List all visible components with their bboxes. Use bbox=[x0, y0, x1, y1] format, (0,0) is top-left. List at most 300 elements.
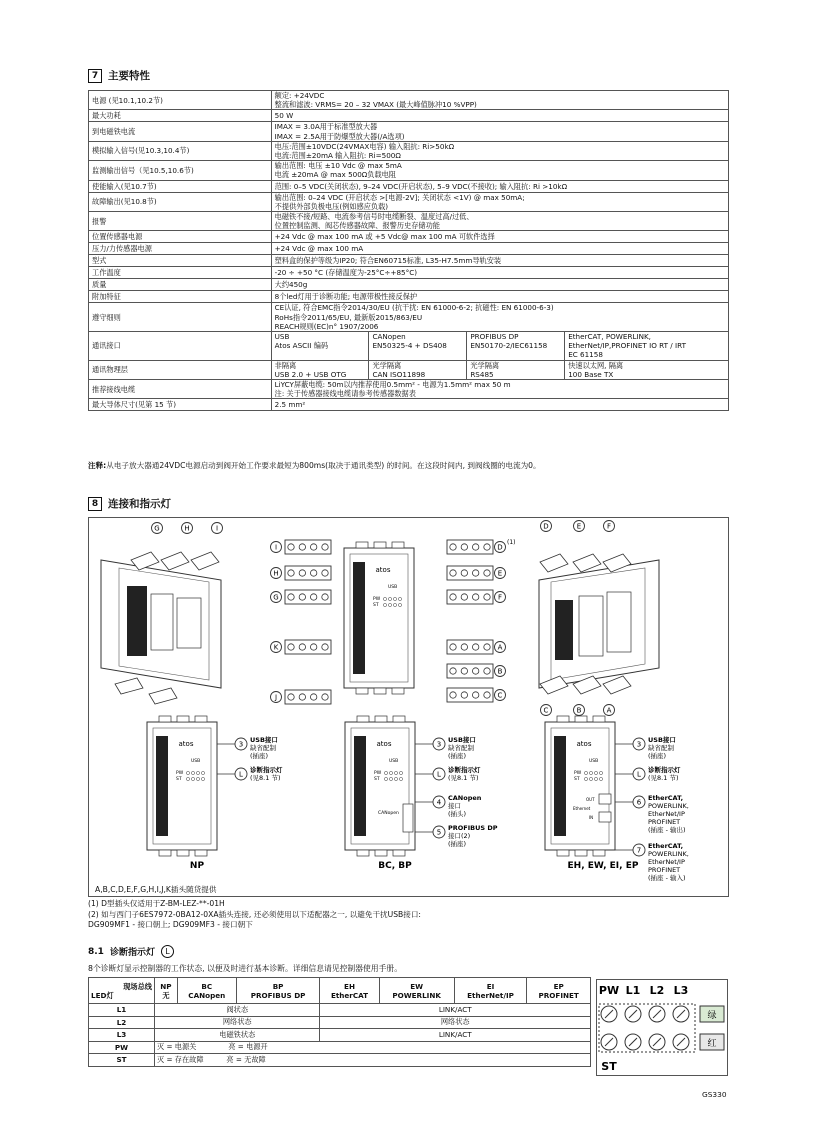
led-desc-a: 电磁铁状态 bbox=[155, 1029, 320, 1042]
callout-number: 5 bbox=[436, 828, 442, 837]
connector-letter: D bbox=[497, 543, 503, 552]
module-top-tab bbox=[195, 716, 207, 722]
in-label: IN bbox=[589, 815, 594, 820]
terminal-screw bbox=[484, 692, 490, 698]
spec-row bbox=[89, 399, 729, 411]
module-top-tab bbox=[393, 716, 405, 722]
spec-cell-bottom: 100 Base TX bbox=[568, 369, 614, 379]
led-label: L2 bbox=[649, 984, 665, 997]
led-label: ST bbox=[601, 1060, 617, 1073]
spec-cell bbox=[271, 332, 369, 361]
module-top-tab bbox=[356, 542, 368, 548]
connector-letter: G bbox=[273, 593, 279, 602]
module-bottom-tab bbox=[357, 850, 369, 856]
st-label: ST bbox=[176, 777, 182, 782]
connector-letter: J bbox=[274, 693, 278, 702]
callout-number: 7 bbox=[636, 846, 642, 855]
terminal-screw bbox=[310, 594, 316, 600]
spec-line: LiYCY屏蔽电缆: 50m以内推荐使用0.5mm² - 电源为1.5mm² max 50 m bbox=[274, 380, 511, 390]
terminal-screw bbox=[288, 544, 294, 550]
spec-row bbox=[89, 291, 729, 303]
spec-cell bbox=[467, 332, 565, 361]
red-label: 红 bbox=[707, 1039, 717, 1049]
callout-text: USB接口 bbox=[250, 736, 278, 744]
led-table-col bbox=[236, 978, 320, 1004]
connection-diagram-svg bbox=[89, 518, 728, 896]
callout-text: EtherCAT, bbox=[648, 794, 684, 802]
spec-line: RoHs指令2011/65/EU, 最新版2015/863/EU bbox=[274, 312, 423, 322]
figure-caption: A,B,C,D,E,F,G,H,I,J,K插头随货提供 bbox=[95, 885, 217, 894]
spec-label: 最大导体尺寸(见第 15 节) bbox=[89, 399, 272, 411]
rj45-in bbox=[599, 812, 611, 822]
callout-text: PROFINET bbox=[648, 818, 681, 826]
col-name: 无 bbox=[162, 990, 170, 1000]
terminal-screw bbox=[472, 668, 478, 674]
callout-text: (插座) bbox=[448, 840, 467, 848]
terminal-screw bbox=[484, 594, 490, 600]
section-8-1-header bbox=[88, 945, 174, 958]
footnote-marker: (1) bbox=[507, 539, 516, 546]
terminal-screw bbox=[484, 544, 490, 550]
spec-line: 2.5 mm² bbox=[274, 400, 306, 410]
pw-label: PW bbox=[574, 771, 582, 776]
callout-text: (见8.1 节) bbox=[250, 774, 281, 782]
spec-row bbox=[89, 212, 729, 231]
spec-row bbox=[89, 122, 729, 141]
terminal-screw bbox=[472, 570, 478, 576]
spec-line: 输出范围: 0–24 VDC (开启状态 >[电源-2V]; 关闭状态 <1V) @ max 50mA; bbox=[274, 192, 525, 202]
terminal-screw bbox=[299, 594, 305, 600]
spec-cell-top: 光学隔离 bbox=[372, 360, 402, 370]
callout-text: EtherNet/IP bbox=[648, 810, 685, 818]
section-title: 主要特性 bbox=[108, 70, 150, 82]
connector-letter: D bbox=[543, 522, 549, 531]
spec-cell-bottom: Atos ASCII 编码 bbox=[274, 341, 329, 351]
terminal-screw bbox=[450, 692, 456, 698]
spec-label: 电源 (见10.1,10.2节) bbox=[89, 91, 272, 110]
spec-line: 塑料盒的保护等级为IP20; 符合EN60715标准, L35-H7.5mm导轨安装 bbox=[274, 256, 502, 266]
terminal-screw bbox=[450, 544, 456, 550]
spec-cell bbox=[565, 332, 729, 361]
spec-cell-bottom: CAN ISO11898 bbox=[372, 369, 426, 379]
callout-number: 3 bbox=[636, 740, 642, 749]
terminal-screw bbox=[450, 570, 456, 576]
spec-row bbox=[89, 91, 729, 110]
led-table-col bbox=[320, 978, 379, 1004]
usb-label: USB bbox=[389, 759, 399, 764]
iso-plug bbox=[161, 552, 189, 570]
led-name: PW bbox=[89, 1041, 155, 1054]
led-label: L3 bbox=[673, 984, 689, 997]
col-code: EW bbox=[410, 981, 424, 991]
col-code: NP bbox=[160, 981, 172, 991]
st-label: ST bbox=[373, 603, 379, 608]
led-desc: 灭 = 电源关 亮 = 电源开 bbox=[155, 1041, 591, 1054]
spec-label: 报警 bbox=[89, 212, 272, 231]
module-bottom-tab bbox=[393, 850, 405, 856]
model-name: EH, EW, EI, EP bbox=[567, 861, 639, 871]
spec-value bbox=[271, 267, 728, 279]
spec-label: 最大功耗 bbox=[89, 110, 272, 122]
module-bottom-tab bbox=[593, 850, 605, 856]
terminal-screw bbox=[322, 570, 328, 576]
led-desc: 灭 = 存在故障 亮 = 无故障 bbox=[155, 1054, 591, 1067]
module-bottom-tab bbox=[575, 850, 587, 856]
footnote-2: (2) 如与西门子6ES7972-0BA12-0XA插头连接, 还必须使用以下适配器之一, 以避免干扰USB接口: bbox=[88, 909, 421, 919]
terminal-screw bbox=[472, 594, 478, 600]
led-table-col bbox=[155, 978, 178, 1004]
led-table-corner bbox=[89, 978, 155, 1004]
callout-text: (见8.1 节) bbox=[448, 774, 479, 782]
led-desc-a: 阀状态 bbox=[155, 1004, 320, 1017]
terminal-screw bbox=[288, 594, 294, 600]
terminal-screw bbox=[322, 544, 328, 550]
callout-text: PROFINET bbox=[648, 866, 681, 874]
spec-label: 使能输入(见10.7节) bbox=[89, 180, 272, 192]
spec-cell bbox=[271, 360, 369, 379]
spec-cell bbox=[369, 360, 467, 379]
spec-row bbox=[89, 267, 729, 279]
connector-letter: E bbox=[576, 522, 582, 531]
model-name: NP bbox=[189, 861, 205, 871]
spec-label: 质量 bbox=[89, 279, 272, 291]
spec-line: IMAX = 2.5A用于防爆型放大器(/A选项) bbox=[274, 131, 405, 141]
spec-cell-bottom: EN50325-4 + DS408 bbox=[372, 341, 447, 351]
spec-row bbox=[89, 231, 729, 243]
iso-plug bbox=[603, 676, 631, 694]
led-panel bbox=[596, 979, 728, 1076]
connection-diagram bbox=[88, 517, 729, 897]
spec-value bbox=[271, 231, 728, 243]
terminal-screw bbox=[472, 692, 478, 698]
spec-line: 电压:范围±10VDC(24VMAX电容) 输入阻抗: Ri>50kΩ bbox=[274, 141, 455, 151]
led-table-row bbox=[89, 1029, 591, 1042]
module-top-tab bbox=[374, 542, 386, 548]
callout-number: 6 bbox=[636, 798, 642, 807]
terminal-screw bbox=[299, 570, 305, 576]
usb-label: USB bbox=[589, 759, 599, 764]
led-desc-b: 网络状态 bbox=[320, 1016, 591, 1029]
connector-letter: C bbox=[543, 706, 549, 715]
spec-cell-bottom: USB 2.0 + USB OTG bbox=[274, 369, 347, 379]
spec-label: 监测输出信号（见10.5,10.6节) bbox=[89, 161, 272, 180]
spec-value bbox=[271, 180, 728, 192]
module-bottom-tab bbox=[159, 850, 171, 856]
section-7-header bbox=[88, 68, 150, 83]
rj45-out bbox=[599, 794, 611, 804]
spec-row bbox=[89, 141, 729, 160]
spec-value bbox=[271, 192, 728, 211]
module-bottom-tab bbox=[195, 850, 207, 856]
spec-value bbox=[271, 303, 728, 332]
callout-text: 接口(2) bbox=[448, 832, 471, 840]
led-panel-svg bbox=[597, 980, 727, 1075]
spec-value bbox=[271, 243, 728, 255]
spec-cell bbox=[467, 360, 565, 379]
connector-letter: K bbox=[273, 643, 279, 652]
connector-letter: A bbox=[606, 706, 612, 715]
terminal-screw bbox=[450, 644, 456, 650]
col-code: EP bbox=[553, 981, 564, 991]
footnote-1: (1) D型插头仅适用于Z-BM-LEZ-**-01H bbox=[88, 899, 225, 908]
callout-text: 诊断指示灯 bbox=[648, 766, 681, 774]
spec-value bbox=[271, 110, 728, 122]
spec-cell-top: 非隔离 bbox=[274, 360, 297, 370]
st-label: ST bbox=[374, 777, 380, 782]
col-code: BC bbox=[201, 981, 213, 991]
iso-right-panel bbox=[555, 600, 573, 660]
callout-text: (插头) bbox=[448, 810, 467, 818]
callout-text: 接口 bbox=[448, 802, 461, 810]
terminal-screw bbox=[472, 544, 478, 550]
section-title: 诊断指示灯 bbox=[109, 948, 155, 958]
connector-letter: B bbox=[497, 667, 503, 676]
section-title: 连接和指示灯 bbox=[108, 498, 171, 510]
terminal-screw bbox=[299, 694, 305, 700]
spec-label: 型式 bbox=[89, 255, 272, 267]
pw-label: PW bbox=[176, 771, 184, 776]
spec-line: +24 Vdc @ max 100 mA bbox=[274, 244, 364, 254]
spec-value bbox=[271, 91, 728, 110]
col-name: POWERLINK bbox=[392, 990, 441, 1000]
footnotes bbox=[88, 899, 421, 931]
callout-text: (插座) bbox=[250, 752, 269, 760]
led-name: L2 bbox=[89, 1016, 155, 1029]
spec-row bbox=[89, 180, 729, 192]
brand-logo: atos bbox=[576, 740, 592, 748]
spec-row bbox=[89, 303, 729, 332]
spec-value bbox=[271, 380, 728, 399]
pw-label: PW bbox=[373, 597, 381, 602]
callout-text: PROFIBUS DP bbox=[448, 824, 498, 832]
connector-letter: F bbox=[606, 522, 612, 531]
spec-line: 50 W bbox=[274, 111, 294, 121]
spec-value bbox=[271, 141, 728, 160]
led-table-col bbox=[454, 978, 527, 1004]
col-name: PROFINET bbox=[538, 990, 579, 1000]
module-top-tab bbox=[357, 716, 369, 722]
col-code: BP bbox=[272, 981, 284, 991]
spec-row bbox=[89, 192, 729, 211]
spec-table bbox=[88, 90, 729, 411]
terminal-screw bbox=[322, 594, 328, 600]
terminal-screw bbox=[299, 644, 305, 650]
spec-line: -20 ÷ +50 °C (存储温度为-25°C÷+85°C) bbox=[274, 268, 418, 278]
spec-cell-bottom: EN50170-2/IEC61158 bbox=[470, 341, 548, 351]
spec-label: 工作温度 bbox=[89, 267, 272, 279]
led-name: ST bbox=[89, 1054, 155, 1067]
module-bottom-tab bbox=[392, 688, 404, 694]
callout-text: (见8.1 节) bbox=[648, 774, 679, 782]
callout-text: (插座 - 输出) bbox=[648, 826, 686, 834]
spec-cell-top: 快速以太网, 隔离 bbox=[568, 360, 624, 370]
iso-plug bbox=[573, 554, 601, 572]
spec-cell-bottom: RS485 bbox=[470, 369, 494, 379]
ethernet-label: Ethernet bbox=[573, 806, 591, 811]
green-label: 绿 bbox=[707, 1011, 717, 1021]
callout-text: 诊断指示灯 bbox=[448, 766, 481, 774]
callout-number: 4 bbox=[436, 798, 442, 807]
spec-label: 模拟输入信号(见10.3,10.4节) bbox=[89, 141, 272, 160]
spec-label: 通讯物理层 bbox=[89, 360, 272, 379]
connector-letter: I bbox=[215, 524, 219, 533]
pw-label: PW bbox=[374, 771, 382, 776]
led-label: L1 bbox=[625, 984, 641, 997]
spec-line: 额定: +24VDC bbox=[274, 91, 325, 100]
spec-row bbox=[89, 110, 729, 122]
terminal-screw bbox=[310, 570, 316, 576]
iso-plug bbox=[115, 678, 143, 694]
usb-label: USB bbox=[388, 585, 398, 590]
spec-line: 位置控制监测、阀芯传感器故障、报警历史存储功能 bbox=[274, 221, 440, 231]
spec-value bbox=[271, 122, 728, 141]
connector-letter: E bbox=[497, 569, 503, 578]
spec-value bbox=[271, 291, 728, 303]
terminal-screw bbox=[310, 694, 316, 700]
iso-plug bbox=[540, 554, 568, 572]
led-circle-icon: L bbox=[161, 945, 174, 958]
callout-text: (插座) bbox=[448, 752, 467, 760]
spec-cell-top: USB bbox=[274, 332, 290, 342]
iso-plug bbox=[191, 552, 219, 570]
spec-line: 8个led灯用于诊断功能; 电源带极性接反保护 bbox=[274, 292, 418, 302]
terminal-screw bbox=[310, 544, 316, 550]
spec-line: IMAX = 3.0A用于标准型放大器 bbox=[274, 122, 378, 132]
led-table-row bbox=[89, 1004, 591, 1017]
led-table bbox=[88, 977, 591, 1067]
led-table-col bbox=[379, 978, 454, 1004]
module-bottom-tab bbox=[557, 850, 569, 856]
module-top-tab bbox=[392, 542, 404, 548]
spec-cell bbox=[565, 360, 729, 379]
spec-cell-bottom: EC 61158 bbox=[568, 350, 603, 360]
note-text: 从电子放大器通24VDC电源启动到阀开始工作要求最短为800ms(取决于通讯类型) 的时间。在这段时间内, 到阀线圈的电流为0。 bbox=[106, 461, 541, 470]
col-code: EI bbox=[486, 981, 495, 991]
callout-text: 缺省配制 bbox=[448, 744, 474, 752]
module-bottom-tab bbox=[375, 850, 387, 856]
usb-label: USB bbox=[191, 759, 201, 764]
terminal-screw bbox=[472, 644, 478, 650]
spec-line: REACH规则(EC)n° 1907/2006 bbox=[274, 321, 379, 331]
callout-number: 3 bbox=[238, 740, 244, 749]
connector-letter: A bbox=[497, 643, 503, 652]
terminal-screw bbox=[461, 570, 467, 576]
terminal-screw bbox=[299, 544, 305, 550]
led-desc-a: 网络状态 bbox=[155, 1016, 320, 1029]
callout-number: L bbox=[239, 770, 243, 779]
spec-line: 电流 ±20mA @ max 500Ω负载电阻 bbox=[274, 170, 397, 180]
col-name: EtherNet/IP bbox=[467, 990, 514, 1000]
iso-left-panel bbox=[127, 586, 147, 656]
terminal-screw bbox=[322, 694, 328, 700]
section-8-header bbox=[88, 496, 171, 511]
callout-text: 诊断指示灯 bbox=[250, 766, 283, 774]
module-top-tab bbox=[557, 716, 569, 722]
led-table-col bbox=[177, 978, 236, 1004]
module-top-tab bbox=[177, 716, 189, 722]
spec-line: 电流:范围±20mA 输入阻抗: Ri=500Ω bbox=[274, 151, 401, 161]
terminal-screw bbox=[288, 644, 294, 650]
terminal-screw bbox=[310, 644, 316, 650]
module-top-tab bbox=[159, 716, 171, 722]
module-bottom-tab bbox=[177, 850, 189, 856]
terminal-screw bbox=[461, 668, 467, 674]
spec-label: 位置传感器电源 bbox=[89, 231, 272, 243]
spec-line: CE认证, 符合EMC指令2014/30/EU (抗干扰: EN 61000-6-2; 抗磁性: EN 61000-6-3) bbox=[274, 303, 554, 313]
brand-logo: atos bbox=[376, 740, 392, 748]
spec-value bbox=[271, 399, 728, 411]
callout-number: 3 bbox=[436, 740, 442, 749]
footnote-3: DG909MF1 - 接口朝上; DG909MF3 - 接口朝下 bbox=[88, 920, 253, 929]
callout-text: EtherCAT, bbox=[648, 842, 684, 850]
corner-led: LED灯 bbox=[91, 990, 114, 1000]
spec-row bbox=[89, 332, 729, 361]
callout-text: POWERLINK, bbox=[648, 850, 689, 858]
module-label-strip bbox=[156, 736, 168, 836]
spec-label: 推荐接线电缆 bbox=[89, 380, 272, 399]
led-table-row bbox=[89, 1041, 591, 1054]
module-label-strip bbox=[554, 736, 566, 836]
spec-label: 遵守细则 bbox=[89, 303, 272, 332]
spec-row bbox=[89, 279, 729, 291]
spec-cell-top: EtherCAT, POWERLINK, EtherNet/IP,PROFINET IO RT / IRT bbox=[568, 332, 686, 351]
section-number: 7 bbox=[88, 69, 102, 83]
callout-text: 缺省配制 bbox=[648, 744, 674, 752]
terminal-screw bbox=[288, 694, 294, 700]
terminal-screw bbox=[461, 594, 467, 600]
page-code: GS330 bbox=[702, 1090, 727, 1099]
terminal-screw bbox=[288, 570, 294, 576]
connector-letter: I bbox=[274, 543, 278, 552]
spec-label: 故障输出(见10.8节) bbox=[89, 192, 272, 211]
terminal-screw bbox=[461, 544, 467, 550]
callout-text: EtherNet/IP bbox=[648, 858, 685, 866]
spec-label: 到电磁铁电流 bbox=[89, 122, 272, 141]
spec-line: +24 Vdc @ max 100 mA 或 +5 Vdc@ max 100 mA 可软件选择 bbox=[274, 232, 495, 242]
module-label-strip bbox=[354, 736, 366, 836]
spec-label: 通讯接口 bbox=[89, 332, 272, 361]
brand-logo: atos bbox=[178, 740, 194, 748]
callout-text: USB接口 bbox=[448, 736, 476, 744]
connector-letter: H bbox=[273, 569, 279, 578]
spec-value bbox=[271, 255, 728, 267]
spec-cell bbox=[369, 332, 467, 361]
spec-line: 范围: 0–5 VDC(关闭状态), 9–24 VDC(开启状态), 5–9 VDC(不接收); 输入阻抗: Ri >10kΩ bbox=[274, 181, 568, 191]
led-name: L3 bbox=[89, 1029, 155, 1042]
led-name: L1 bbox=[89, 1004, 155, 1017]
terminal-screw bbox=[484, 668, 490, 674]
module-top-tab bbox=[375, 716, 387, 722]
terminal-screw bbox=[484, 644, 490, 650]
terminal-screw bbox=[450, 594, 456, 600]
callout-text: USB接口 bbox=[648, 736, 676, 744]
note bbox=[88, 460, 738, 471]
canopen-label: CANopen bbox=[378, 811, 399, 816]
terminal-screw bbox=[484, 570, 490, 576]
dsub-connector bbox=[403, 804, 413, 832]
spec-cell-top: CANopen bbox=[372, 332, 406, 342]
module-top-tab bbox=[575, 716, 587, 722]
terminal-screw bbox=[461, 644, 467, 650]
spec-row bbox=[89, 380, 729, 399]
module-bottom-tab bbox=[374, 688, 386, 694]
spec-label: 压力/力传感器电源 bbox=[89, 243, 272, 255]
callout-text: POWERLINK, bbox=[648, 802, 689, 810]
spec-line: 注: 关于传感器接线电缆请参考传感器数据表 bbox=[274, 389, 416, 399]
led-desc-b: LINK/ACT bbox=[320, 1004, 591, 1017]
callout-number: L bbox=[437, 770, 441, 779]
out-label: OUT bbox=[586, 797, 595, 802]
